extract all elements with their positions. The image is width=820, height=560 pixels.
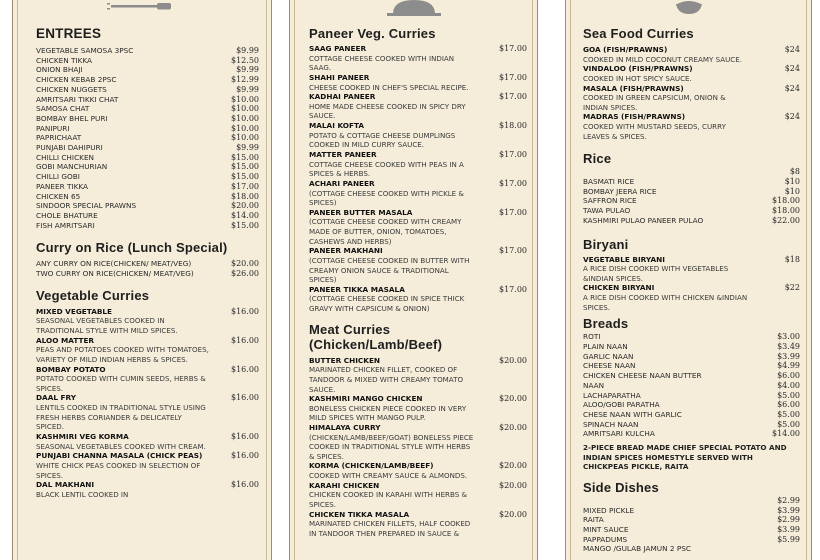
breads-list [583, 332, 800, 439]
veg-curries-title: Vegetable Curries [36, 287, 150, 303]
menu-item-description: COOKED IN HOT SPICY SAUCE. [583, 74, 692, 83]
menu-item [583, 535, 800, 545]
paneer-list [309, 44, 527, 314]
menu-item-price: $14.00 [231, 210, 259, 220]
seafood-list [583, 45, 800, 141]
menu-item [583, 206, 800, 216]
menu-item-name: FISH AMRITSARI [36, 220, 95, 230]
menu-item-name: NAAN [583, 380, 605, 390]
menu-item [36, 393, 259, 403]
menu-item-price: $2.99 [777, 495, 800, 505]
menu-item-name: KORMA (CHICKEN/LAMB/BEEF) [309, 461, 434, 471]
menu-item [309, 481, 527, 491]
menu-item-name: GOA (FISH/PRAWNS) [583, 45, 668, 54]
menu-item-name: GOBI MANCHURIAN [36, 162, 108, 172]
menu-panel-middle [289, 0, 538, 560]
menu-item-description: COOKED WITH CREAMY SAUCE & ALMONDS. [309, 471, 468, 481]
menu-item [583, 544, 800, 554]
menu-item [309, 461, 527, 471]
menu-item-price: $9.99 [236, 84, 259, 94]
menu-item-price: $18.00 [772, 196, 800, 206]
menu-item-description: MARINATED CHICKEN FILLET, COOKED OF TANDOOR & MIXED WITH CREAMY TOMATO SAUCE. [309, 365, 464, 394]
menu-panel-left [12, 0, 272, 560]
menu-item-name: PLAIN NAAN [583, 342, 628, 352]
menu-item-description: COTTAGE CHEESE COOKED WITH INDIAN SAAG. [309, 53, 455, 73]
menu-item [583, 283, 800, 293]
breads-title: Breads [583, 316, 629, 332]
menu-item-price: $9.99 [236, 65, 259, 75]
menu-item-price: $24 [784, 112, 800, 122]
menu-item-price: $20.00 [499, 509, 527, 519]
menu-item-name: MADRAS (FISH/PRAWNS) [583, 112, 686, 122]
menu-item-price: $3.99 [777, 525, 800, 534]
menu-item-name: DAL MAKHANI [36, 480, 95, 490]
menu-item-price: $24 [784, 45, 800, 54]
menu-item [36, 211, 259, 221]
menu-item [36, 143, 259, 153]
menu-item-name: PANEER BUTTER MASALA [309, 207, 413, 217]
menu-item-name: CHICKEN BIRYANI [583, 283, 655, 293]
menu-item-description: CHICKEN COOKED IN KARAHI WITH HERBS & SPICES. [309, 490, 468, 510]
menu-item [583, 45, 800, 55]
menu-item [36, 65, 259, 75]
menu-item [36, 221, 259, 231]
menu-item-price: $3.99 [777, 505, 800, 515]
menu-item-price: $16.00 [231, 335, 259, 345]
menu-item-name: CHICKEN 65 [36, 191, 81, 201]
menu-item [583, 496, 800, 506]
menu-item-name: BUTTER CHICKEN [309, 355, 381, 365]
menu-item-name: GARLIC NAAN [583, 351, 634, 361]
menu-item [36, 114, 259, 124]
menu-item-price: $9.99 [236, 46, 259, 55]
menu-item-price: $17.00 [499, 246, 527, 256]
menu-item [36, 432, 259, 442]
menu-item-price: $10.00 [231, 113, 259, 123]
menu-item [36, 85, 259, 95]
menu-item-price: $15.00 [231, 152, 259, 162]
menu-item [36, 162, 259, 172]
menu-item-name: KADHAI PANEER [309, 92, 376, 102]
menu-item [583, 216, 800, 226]
menu-item-price: $5.99 [777, 534, 800, 544]
menu-item-price: $3.99 [777, 351, 800, 361]
menu-item-name: MASALA (FISH/PRAWNS) [583, 83, 684, 93]
menu-item [36, 480, 259, 490]
menu-item-description: (COTTAGE CHEESE COOKED WITH PICKLE & SPICES) [309, 188, 464, 208]
menu-item [583, 361, 800, 371]
menu-item [583, 381, 800, 391]
menu-item-price: $17.00 [499, 44, 527, 53]
menu-item-description: POTATO & COTTAGE CHEESE DUMPLINGS COOKED IN MILD CURRY SAUCE. [309, 130, 456, 150]
menu-item-name: CHILLI CHICKEN [36, 152, 95, 162]
menu-item-price: $6.00 [777, 400, 800, 410]
menu-item-name: MIXED VEGETABLE [36, 306, 113, 316]
menu-item-price: $9.99 [236, 143, 259, 153]
menu-item [583, 410, 800, 420]
breads-note: 2-PIECE BREAD MADE CHIEF SPECIAL POTATO AND INDIAN SPICES HOMESTYLE SERVED WITH CHICKPEAS PICKLE, RAITA [583, 443, 787, 472]
menu-item-description: (COTTAGE CHEESE COOKED IN SPICE THICK GRAVY WITH CAPSICUM & ONION) [309, 294, 465, 314]
menu-item [583, 400, 800, 410]
menu-item-description: (COTTAGE CHEESE COOKED WITH CREAMY MADE OF BUTTER, ONION, TOMATOES, CASHEWS AND HERBS) [309, 217, 462, 246]
menu-item-price: $20.00 [499, 480, 527, 490]
menu-item-name: CHICKEN TIKKA [36, 55, 93, 65]
menu-item [309, 92, 527, 102]
menu-item [583, 429, 800, 439]
menu-item-name: SAAG PANEER [309, 44, 367, 53]
cutlery-icon [107, 0, 177, 16]
menu-item-description: COTTAGE CHEESE COOKED WITH PEAS IN A SPICES & HERBS. [309, 159, 464, 179]
biryani-title: Biryani [583, 236, 629, 252]
menu-item-price: $10 [784, 186, 800, 196]
menu-item-price: $15.00 [231, 162, 259, 172]
menu-item-price: $8 [789, 167, 800, 177]
menu-item-price: $17.00 [499, 178, 527, 188]
menu-item-price: $18 [784, 254, 800, 264]
menu-item [309, 179, 527, 189]
menu-item-name: BASMATI RICE [583, 177, 635, 187]
menu-item [36, 451, 259, 461]
menu-item-description: COOKED IN GREEN CAPSICUM, ONION & INDIAN SPICES. [583, 93, 726, 112]
menu-item-name: BOMBAY POTATO [36, 364, 106, 374]
menu-item [36, 182, 259, 192]
menu-item-name: VINDALOO (FISH/PRAWNS) [583, 64, 693, 74]
paneer-title: Paneer Veg. Curries [309, 26, 436, 41]
menu-item [583, 187, 800, 197]
menu-item [36, 365, 259, 375]
menu-panel-right [565, 0, 812, 560]
menu-item-price: $17.00 [499, 92, 527, 102]
entrees-list [36, 46, 259, 230]
menu-item-price: $20.00 [499, 461, 527, 471]
sides-list [583, 496, 800, 554]
menu-item-description: SEASONAL VEGETABLES COOKED WITH CREAM. [36, 441, 206, 451]
menu-item-price: $16.00 [231, 451, 259, 461]
menu-item-description: A RICE DISH COOKED WITH CHICKEN &INDIAN SPICES. [583, 293, 748, 312]
menu-item-price: $20.00 [231, 259, 259, 269]
menu-item-price: $26.00 [231, 269, 259, 279]
menu-item-name: PANEER TIKKA [36, 181, 89, 191]
menu-item [583, 255, 800, 265]
menu-item-name: VEGETABLE BIRYANI [583, 254, 665, 264]
menu-item [583, 342, 800, 352]
middle-column [309, 26, 527, 539]
menu-item-name: CHOLE BHATURE [36, 210, 98, 220]
menu-item-name: ONION BHAJI [36, 65, 83, 75]
menu-item [36, 192, 259, 202]
menu-item [36, 153, 259, 163]
menu-item-price: $6.00 [777, 371, 800, 381]
menu-item [309, 285, 527, 295]
menu-item-price: $4.00 [777, 380, 800, 390]
menu-item-price: $12.50 [231, 55, 259, 65]
menu-item [583, 371, 800, 381]
menu-item-name: TAWA PULAO [583, 206, 631, 216]
menu-item-price: $24 [784, 83, 800, 93]
menu-item-name: PANIPURI [36, 123, 70, 133]
menu-item-price: $5.00 [777, 419, 800, 429]
menu-item-name: VEGETABLE SAMOSA 3PSC [36, 46, 134, 55]
menu-item [309, 394, 527, 404]
menu-item-name: DAAL FRY [36, 393, 77, 403]
menu-item-price: $10.00 [231, 133, 259, 143]
menu-item [583, 525, 800, 535]
left-column [36, 26, 259, 499]
menu-item-name: PUNJABI DAHIPURI [36, 143, 103, 153]
menu-item [36, 56, 259, 66]
menu-item-name: KASHMIRI MANGO CHICKEN [309, 394, 423, 404]
menu-item [583, 84, 800, 94]
menu-item-name: HIMALAYA CURRY [309, 422, 381, 432]
menu-item-name: SHAHI PANEER [309, 72, 370, 82]
menu-item-price: $2.99 [777, 515, 800, 525]
menu-item-description: MARINATED CHICKEN FILLETS, HALF COOKED IN TANDOOR THEN PREPARED IN SAUCE & [309, 519, 471, 538]
menu-item-name: PAPPADUMS [583, 534, 628, 544]
menu-item-name: CHICKEN TIKKA MASALA [309, 509, 410, 519]
menu-item [36, 95, 259, 105]
menu-item-price: $16.00 [231, 431, 259, 441]
menu-item-price: $10.00 [231, 123, 259, 133]
menu-item-name: ANY CURRY ON RICE(CHICKEN/ MEAT/VEG) [36, 259, 192, 269]
menu-item-price: $17.00 [499, 149, 527, 159]
menu-item-price: $16.00 [231, 306, 259, 316]
sides-title: Side Dishes [583, 479, 659, 495]
menu-item-price: $10.00 [231, 94, 259, 104]
menu-item [309, 73, 527, 83]
menu-item-name: PANEER MAKHANI [309, 246, 383, 256]
menu-item-price: $18.00 [231, 191, 259, 201]
menu-item-description: CHEESE COOKED IN CHEF'S SPECIAL RECIPE. [309, 82, 469, 92]
meat-list [309, 356, 527, 539]
menu-item-name: MINT SAUCE [583, 525, 629, 534]
menu-item-description: (CHICKEN/LAMB/BEEF/GOAT) BONELESS PIECE COOKED IN TRADITIONAL STYLE WITH HERBS & SPICES. [309, 432, 474, 461]
menu-item-name: AMRITSARI TIKKI CHAT [36, 94, 119, 104]
menu-item-price: $10 [784, 177, 800, 187]
cloche-icon [379, 0, 449, 16]
menu-item [36, 133, 259, 143]
menu-item [36, 269, 259, 279]
menu-item [583, 420, 800, 430]
menu-item-name: PUNJABI CHANNA MASALA (CHICK PEAS) [36, 451, 203, 461]
menu-item-price: $5.00 [777, 410, 800, 419]
menu-item [36, 124, 259, 134]
menu-item-name: PAPRICHAAT [36, 133, 82, 143]
menu-item-name: CHEESE NAAN [583, 361, 636, 371]
menu-item-name: KARAHI CHICKEN [309, 480, 380, 490]
menu-item [583, 112, 800, 122]
right-column [583, 26, 800, 554]
menu-item-description: BLACK LENTIL COOKED IN [36, 489, 129, 499]
menu-item-description: HOME MADE CHEESE COOKED IN SPICY DRY SAUCE. [309, 101, 466, 121]
menu-item [36, 307, 259, 317]
menu-item [583, 352, 800, 362]
menu-item [583, 515, 800, 525]
menu-item-name: KASHMIRI VEG KORMA [36, 431, 129, 441]
menu-item-description: A RICE DISH COOKED WITH VEGETABLES &INDIAN SPICES. [583, 264, 729, 283]
menu-item-name: RAITA [583, 515, 604, 525]
menu-item-name: BOMBAY BHEL PURI [36, 113, 108, 123]
rice-title: Rice [583, 151, 612, 167]
menu-item-description: SEASONAL VEGETABLES COOKED IN TRADITIONAL STYLE WITH MILD SPICES. [36, 316, 178, 336]
menu-item-price: $17.00 [499, 284, 527, 294]
biryani-list [583, 255, 800, 313]
menu-item-price: $20.00 [231, 201, 259, 211]
menu-item-price: $24 [784, 64, 800, 74]
menu-item-name: ALOO/GOBI PARATHA [583, 400, 660, 410]
menu-item [36, 46, 259, 56]
menu-item [36, 172, 259, 182]
menu-item [36, 259, 259, 269]
menu-item [36, 75, 259, 85]
menu-item-name: TWO CURRY ON RICE(CHICKEN/ MEAT/VEG) [36, 269, 194, 279]
menu-item [309, 208, 527, 218]
menu-item-price: $15.00 [231, 172, 259, 182]
menu-item-price: $3.49 [777, 342, 800, 352]
menu-item-description: BONELESS CHICKEN PIECE COOKED IN VERY MILD SPICES WITH MANGO PULP. [309, 403, 467, 423]
menu-item-description: WHITE CHICK PEAS COOKED IN SELECTION OF SPICES. [36, 460, 201, 480]
menu-item-price: $18.00 [772, 206, 800, 216]
menu-item-description: COOKED IN MILD COCONUT CREAMY SAUCE. [583, 54, 742, 64]
curry-rice-title: Curry on Rice (Lunch Special) [36, 240, 228, 256]
menu-item [583, 506, 800, 516]
menu-item-name: LACHAPARATHA [583, 390, 641, 400]
menu-item-description: POTATO COOKED WITH CUMIN SEEDS, HERBS & SPICES. [36, 374, 206, 393]
menu-item [309, 423, 527, 433]
menu-item-description: COOKED WITH MUSTARD SEEDS, CURRY LEAVES & SPICES. [583, 122, 726, 141]
menu-item [583, 64, 800, 74]
menu-item-price: $18.00 [499, 121, 527, 131]
menu-item-price: $16.00 [231, 480, 259, 490]
menu-item [309, 246, 527, 256]
menu-item-description: PEAS AND POTATOES COOKED WITH TOMATOES, VARIETY OF MILD INDIAN HERBS & SPICES. [36, 345, 209, 364]
bowl-icon [654, 0, 724, 16]
menu-item-name: CHICKEN KEBAB 2PSC [36, 75, 117, 85]
menu-item-name: SAMOSA CHAT [36, 104, 90, 114]
menu-item-price: $17.00 [499, 207, 527, 217]
menu-item-price: $16.00 [231, 364, 259, 374]
menu-item [309, 150, 527, 160]
seafood-title: Sea Food Curries [583, 26, 694, 41]
menu-item-price: $22 [784, 283, 800, 293]
menu-item-name: MATTER PANEER [309, 149, 377, 159]
menu-item-name: BOMBAY JEERA RICE [583, 186, 657, 196]
menu-item [583, 332, 800, 342]
menu-item-price: $4.99 [777, 361, 800, 371]
menu-item-name: ALOO MATTER [36, 335, 95, 345]
veg-curries-list [36, 307, 259, 500]
curry-rice-list [36, 259, 259, 278]
menu-item-name: MALAI KOFTA [309, 121, 365, 131]
menu-item-price: $14.00 [772, 429, 800, 439]
menu-item-price: $5.00 [777, 390, 800, 400]
menu-item-name: CHESE NAAN WITH GARLIC [583, 410, 682, 419]
entrees-title: ENTREES [36, 26, 102, 41]
menu-item-price: $3.00 [777, 332, 800, 342]
menu-item-name: MANGO /GULAB JAMUN 2 PSC [583, 544, 691, 554]
menu-item [36, 201, 259, 211]
menu-item-name: SPINACH NAAN [583, 419, 639, 429]
menu-item-description: (COTTAGE CHEESE COOKED IN BUTTER WITH CREAMY ONION SAUCE & TRADITIONAL SPICES) [309, 255, 470, 285]
menu-item-price: $20.00 [499, 422, 527, 432]
menu-item-name: CHILLI GOBI [36, 172, 80, 182]
menu-item [36, 336, 259, 346]
menu-item-price: $20.00 [499, 394, 527, 404]
menu-item [583, 167, 800, 177]
menu-item-name: CHICKEN CHEESE NAAN BUTTER [583, 371, 702, 381]
menu-item-name: MIXED PICKLE [583, 505, 635, 515]
menu-item [309, 356, 527, 366]
menu-item-price: $20.00 [499, 355, 527, 365]
menu-item [36, 104, 259, 114]
rice-list [583, 167, 800, 225]
menu-item-price: $12.99 [231, 75, 259, 85]
menu-item-price: $16.00 [231, 393, 259, 403]
menu-item-name: PANEER TIKKA MASALA [309, 284, 405, 294]
menu-item [583, 391, 800, 401]
menu-item-name: ACHARI PANEER [309, 178, 375, 188]
menu-item [309, 44, 527, 54]
menu-item [309, 510, 527, 520]
menu-item-price: $10.00 [231, 104, 259, 114]
menu-item-price: $22.00 [772, 215, 800, 225]
menu-item-name: AMRITSARI KULCHA [583, 429, 655, 439]
menu-item-description: LENTILS COOKED IN TRADITIONAL STYLE USING FRESH HERBS CORIANDER & DELICATELY SPICED. [36, 403, 206, 432]
menu-item [583, 177, 800, 187]
menu-item-name: KASHMIRI PULAO PANEER PULAO [583, 215, 704, 225]
menu-item [583, 196, 800, 206]
menu-item [309, 121, 527, 131]
meat-title: Meat Curries (Chicken/Lamb/Beef) [309, 321, 443, 352]
menu-item-price: $17.00 [499, 72, 527, 82]
menu-item-name: ROTI [583, 332, 601, 342]
menu-item-name: SAFFRON RICE [583, 196, 637, 206]
menu-item-price: $17.00 [231, 181, 259, 191]
menu-item-name: CHICKEN NUGGETS [36, 84, 107, 94]
menu-item-price: $15.00 [231, 220, 259, 230]
menu-item-name: SINDOOR SPECIAL PRAWNS [36, 201, 137, 211]
